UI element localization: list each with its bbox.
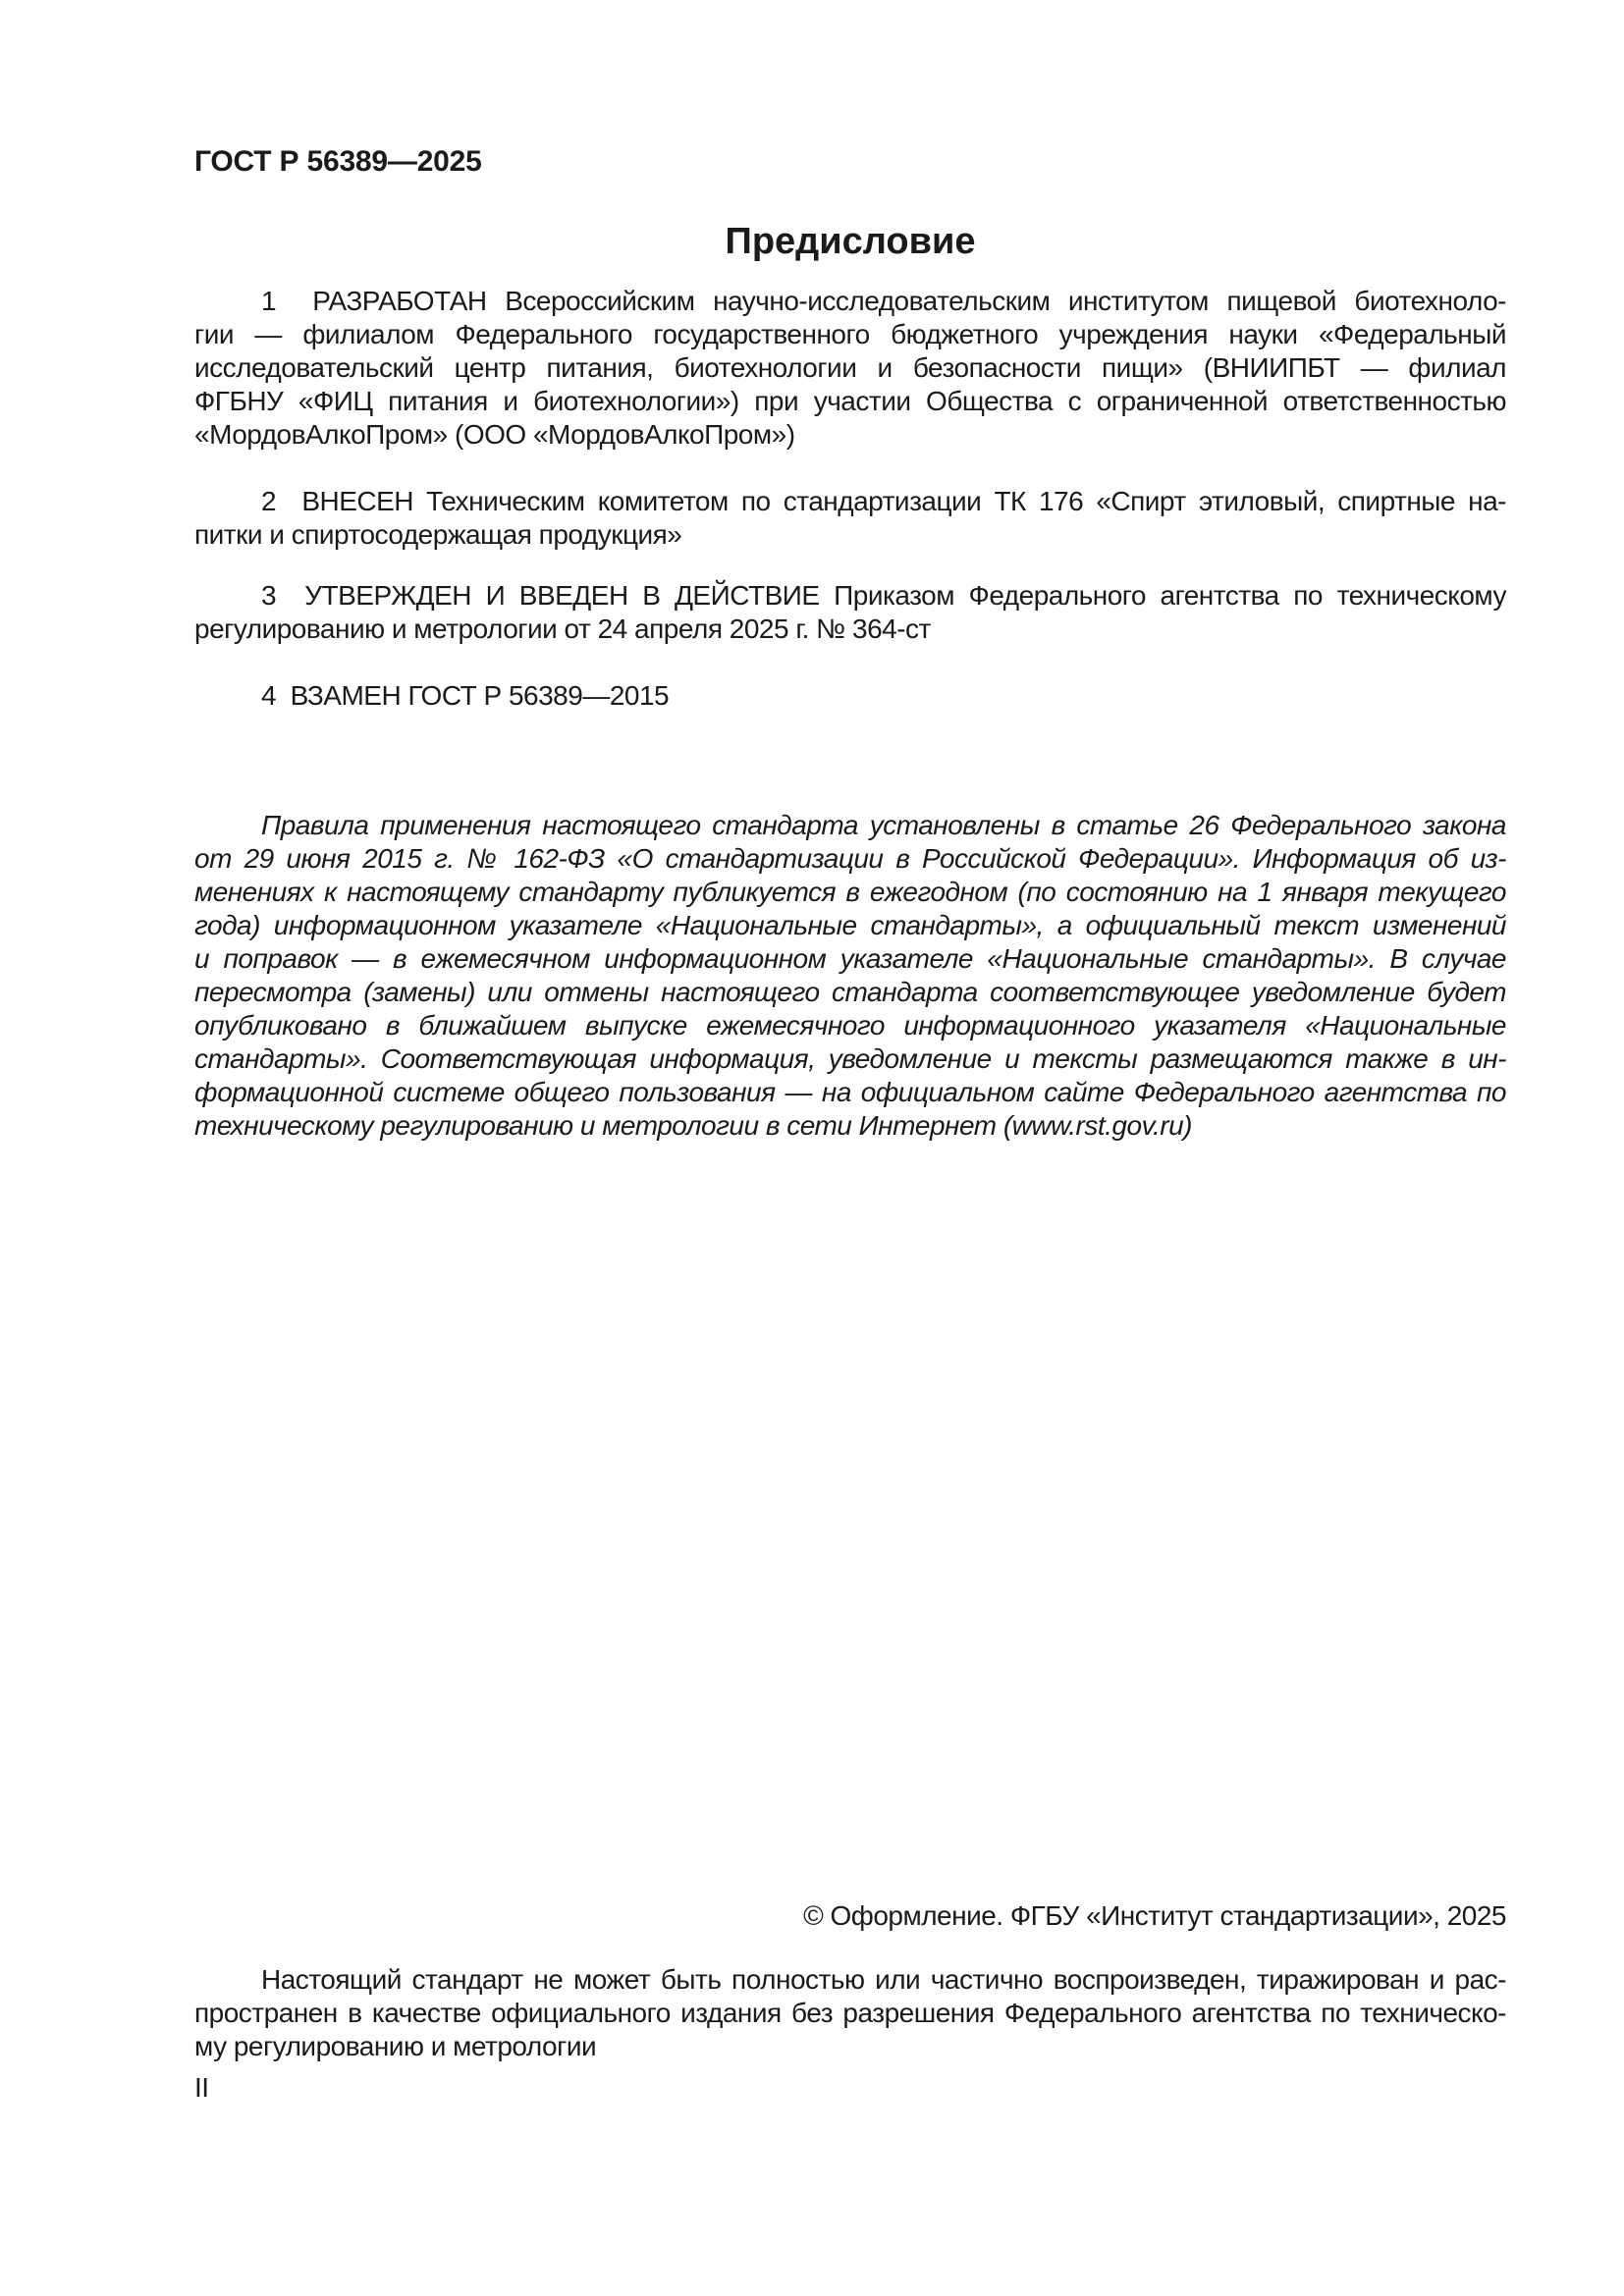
text-line: ФГБНУ «ФИЦ питания и биотехнологии») при участии Общества с ограниченной ответственностью: [194, 386, 1506, 416]
text-line: формационной системе общего пользования — на официальном сайте Федерального агентства по: [194, 1077, 1506, 1107]
foreword-item-2: [194, 485, 1506, 552]
text-line: и поправок — в ежемесячном информационном указателе «Национальные стандарты». В случае: [194, 943, 1506, 974]
foreword-item-3: [194, 579, 1506, 646]
text-line: менениях к настоящему стандарту публикуется в ежегодном (по состоянию на 1 января текущего: [194, 877, 1506, 907]
text-line: 2 ВНЕСЕН Техническим комитетом по стандартизации ТК 176 «Спирт этиловый, спиртные на-: [261, 486, 1506, 516]
text-line: техническому регулированию и метрологии в сети Интернет (www.rst.gov.ru): [194, 1110, 1192, 1141]
text-line: опубликовано в ближайшем выпуске ежемесячного информационного указателя «Национальные: [194, 1010, 1506, 1041]
text-line: регулированию и метрологии от 24 апреля 2025 г. № 364-ст: [194, 614, 931, 644]
legal-notice: [194, 809, 1506, 1143]
text-line: гии — филиалом Федерального государственного бюджетного учреждения науки «Федеральный: [194, 319, 1506, 349]
foreword-item-4: [194, 679, 1506, 713]
text-line: 1 РАЗРАБОТАН Всероссийским научно-исследовательским институтом пищевой биотехноло-: [261, 286, 1506, 316]
text-line: от 29 июня 2015 г. № 162-ФЗ «О стандартизации в Российской Федерации». Информация об из-: [194, 843, 1506, 874]
text-line: пространен в качестве официального издания без разрешения Федерального агентства по техническо-: [194, 1998, 1506, 2028]
text-line: года) информационном указателе «Национальные стандарты», а официальный текст изменений: [194, 910, 1506, 940]
text-line: Настоящий стандарт не может быть полностью или частично воспроизведен, тиражирован и рас-: [261, 1964, 1506, 1995]
standard-designation: ГОСТ Р 56389—2025: [194, 145, 482, 178]
page-number: II: [194, 2072, 209, 2103]
text-line: 3 УТВЕРЖДЕН И ВВЕДЕН В ДЕЙСТВИЕ Приказом Федерального агентства по техническому: [261, 580, 1506, 611]
text-line: му регулированию и метрологии: [194, 2031, 597, 2061]
text-line: 4 ВЗАМЕН ГОСТ Р 56389—2015: [261, 680, 670, 711]
reproduction-notice: [194, 1963, 1506, 2063]
foreword-item-1: [194, 285, 1506, 452]
text-line: «МордовАлкоПром» (ООО «МордовАлкоПром»): [194, 419, 795, 450]
page-title: Предисловие: [725, 221, 976, 262]
text-line: стандарты». Соответствующая информация, уведомление и тексты размещаются также в ин-: [194, 1043, 1506, 1074]
text-line: питки и спиртосодержащая продукция»: [194, 519, 682, 550]
text-line: пересмотра (замены) или отмены настоящего стандарта соответствующее уведомление будет: [194, 977, 1506, 1007]
copyright-line: © Оформление. ФГБУ «Институт стандартизации», 2025: [803, 1900, 1506, 1931]
text-line: Правила применения настоящего стандарта установлены в статье 26 Федерального закона: [261, 810, 1506, 840]
text-line: исследовательский центр питания, биотехнологии и безопасности пищи» (ВНИИПБТ — филиал: [194, 352, 1506, 383]
